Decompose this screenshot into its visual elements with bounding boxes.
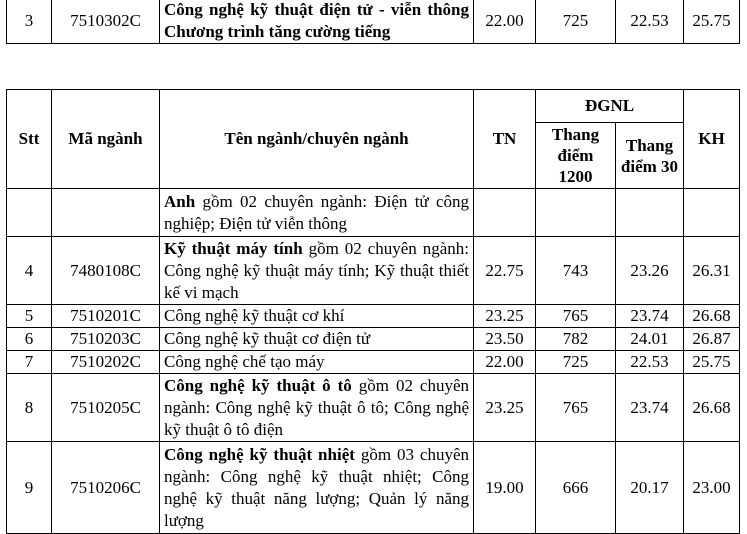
stt-cell — [7, 189, 52, 237]
name-cell — [160, 374, 474, 442]
code-cell: 7510203C — [52, 328, 160, 351]
dgnl30-cell: 22.53 — [616, 0, 684, 44]
name-bold: Anh — [164, 191, 196, 211]
dgnl30-cell: 23.74 — [616, 305, 684, 328]
name-cell — [160, 305, 474, 328]
code-cell — [52, 189, 160, 237]
stt-cell: 4 — [7, 237, 52, 305]
name-bold: Công nghệ kỹ thuật điện tử - viễn thông Chương trình tăng cường tiếng — [164, 0, 469, 41]
kh-cell: 23.00 — [684, 442, 740, 534]
dgnl1200-cell: 765 — [536, 305, 616, 328]
tn-cell: 19.00 — [474, 442, 536, 534]
name-text: gồm 03 chuyên ngành: Công nghệ kỹ thuật nhiệt; Công nghệ kỹ thuật năng lượng; Quản lý năng lượng — [164, 444, 469, 530]
dgnl1200-cell: 725 — [536, 0, 616, 44]
table-row — [7, 374, 740, 442]
kh-cell: 26.87 — [684, 328, 740, 351]
name-cell — [160, 0, 474, 44]
name-text: gồm 02 chuyên ngành: Công nghệ kỹ thuật ô tô; Công nghệ kỹ thuật ô tô điện — [164, 375, 469, 439]
tn-cell: 22.00 — [474, 351, 536, 374]
tn-cell: 23.50 — [474, 328, 536, 351]
table-row — [7, 351, 740, 374]
kh-cell: 26.31 — [684, 237, 740, 305]
dgnl30-cell: 22.53 — [616, 351, 684, 374]
name-bold: Công nghệ kỹ thuật nhiệt — [164, 444, 355, 464]
stt-cell: 5 — [7, 305, 52, 328]
header-dgnl1200: Thang điểm 1200 — [536, 123, 616, 189]
code-cell: 7510201C — [52, 305, 160, 328]
code-cell: 7480108C — [52, 237, 160, 305]
dgnl1200-cell: 743 — [536, 237, 616, 305]
table-row — [7, 305, 740, 328]
name-cell — [160, 442, 474, 534]
tn-cell: 23.25 — [474, 305, 536, 328]
name-text: gồm 02 chuyên ngành: Công nghệ kỹ thuật máy tính; Kỹ thuật thiết kế vi mạch — [164, 238, 469, 302]
stt-cell: 6 — [7, 328, 52, 351]
kh-cell: 26.68 — [684, 305, 740, 328]
header-tn: TN — [474, 90, 536, 189]
code-cell: 7510202C — [52, 351, 160, 374]
name-bold: Kỹ thuật máy tính — [164, 238, 303, 258]
header-dgnl: ĐGNL — [536, 90, 684, 123]
dgnl30-cell: 20.17 — [616, 442, 684, 534]
name-bold: Công nghệ kỹ thuật ô tô — [164, 375, 352, 395]
header-name: Tên ngành/chuyên ngành — [160, 90, 474, 189]
dgnl1200-cell: 782 — [536, 328, 616, 351]
top-table — [6, 0, 740, 44]
table-row — [7, 189, 740, 237]
code-cell: 7510302C — [52, 0, 160, 44]
header-dgnl30: Thang điểm 30 — [616, 123, 684, 189]
table-row — [7, 442, 740, 534]
name-cell — [160, 237, 474, 305]
name-text: Công nghệ kỹ thuật cơ khí — [164, 306, 345, 325]
stt-cell: 9 — [7, 442, 52, 534]
dgnl1200-cell — [536, 189, 616, 237]
main-table — [6, 89, 740, 534]
table-row — [7, 237, 740, 305]
name-text: Công nghệ kỹ thuật cơ điện tử — [164, 329, 371, 348]
table-row — [7, 0, 740, 44]
tn-cell: 22.00 — [474, 0, 536, 44]
tn-cell: 23.25 — [474, 374, 536, 442]
header-kh: KH — [684, 90, 740, 189]
kh-cell: 26.68 — [684, 374, 740, 442]
stt-cell: 7 — [7, 351, 52, 374]
header-row — [7, 90, 740, 123]
dgnl30-cell: 24.01 — [616, 328, 684, 351]
tn-cell: 22.75 — [474, 237, 536, 305]
dgnl1200-cell: 725 — [536, 351, 616, 374]
kh-cell: 25.75 — [684, 0, 740, 44]
code-cell: 7510206C — [52, 442, 160, 534]
name-cell — [160, 189, 474, 237]
header-stt: Stt — [7, 90, 52, 189]
dgnl1200-cell: 666 — [536, 442, 616, 534]
dgnl30-cell: 23.26 — [616, 237, 684, 305]
kh-cell: 25.75 — [684, 351, 740, 374]
code-cell: 7510205C — [52, 374, 160, 442]
dgnl1200-cell: 765 — [536, 374, 616, 442]
name-text: Công nghệ chế tạo máy — [164, 352, 325, 371]
kh-cell — [684, 189, 740, 237]
stt-cell: 3 — [7, 0, 52, 44]
tn-cell — [474, 189, 536, 237]
table-row — [7, 328, 740, 351]
dgnl30-cell: 23.74 — [616, 374, 684, 442]
stt-cell: 8 — [7, 374, 52, 442]
dgnl30-cell — [616, 189, 684, 237]
name-cell — [160, 351, 474, 374]
header-code: Mã ngành — [52, 90, 160, 189]
name-text: gồm 02 chuyên ngành: Điện tử công nghiệp; Điện tử viễn thông — [164, 191, 469, 233]
name-cell — [160, 328, 474, 351]
